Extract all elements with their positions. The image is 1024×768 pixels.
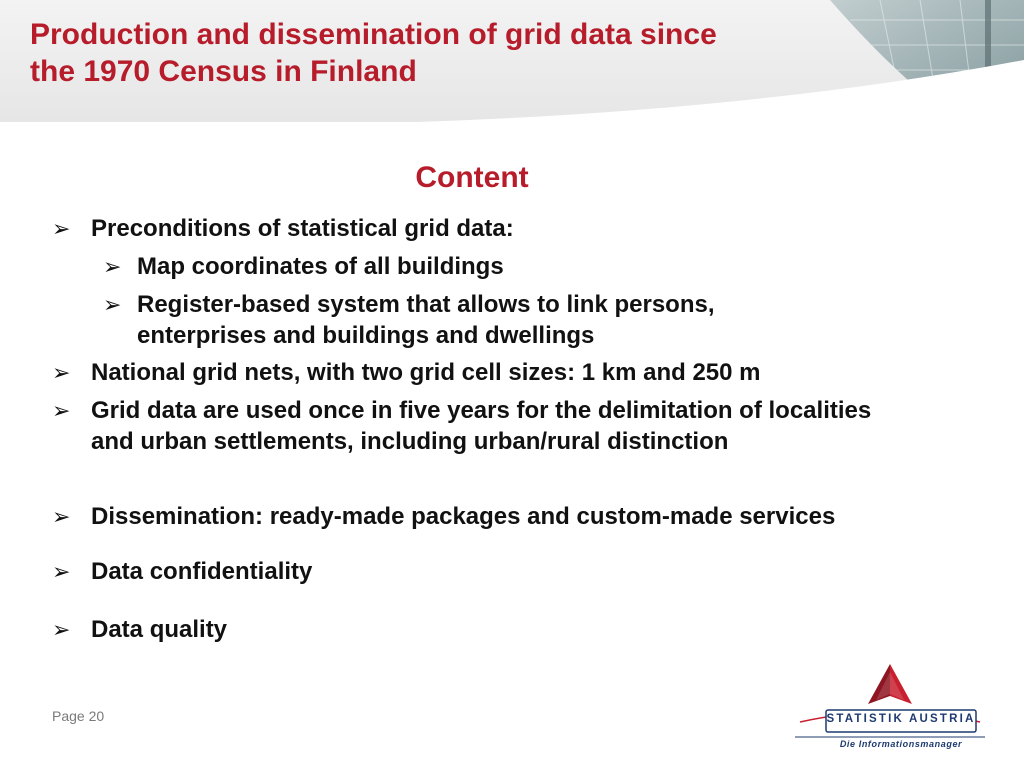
bullet-text: Map coordinates of all buildings — [137, 253, 504, 280]
bullet-text: Preconditions of statistical grid data: — [91, 215, 514, 242]
statistik-austria-logo — [790, 660, 990, 760]
bullet-text: Register-based system that allows to link persons, enterprises and buildings and dwellings — [137, 291, 715, 349]
bullet-item — [52, 614, 992, 645]
bullet-text: Dissemination: ready-made packages and custom-made services — [91, 503, 836, 530]
bullet-text: Data quality — [91, 616, 228, 643]
bullet-arrow-icon: ➢ — [52, 360, 71, 385]
bullet-item — [52, 213, 992, 244]
sub-bullet-item — [103, 251, 963, 282]
bullet-arrow-icon: ➢ — [52, 504, 71, 529]
bullet-text: National grid nets, with two grid cell sizes: 1 km and 250 m — [91, 359, 761, 386]
logo-tagline: Die Informationsmanager — [839, 739, 963, 749]
bullet-item — [52, 357, 992, 388]
bullet-arrow-icon: ➢ — [52, 216, 71, 241]
page-number: Page 20 — [52, 708, 105, 724]
sub-bullet-item — [103, 289, 823, 351]
bullet-item — [52, 556, 992, 587]
content-heading: Content — [415, 161, 529, 194]
bullet-arrow-icon: ➢ — [52, 617, 71, 642]
slide-title — [30, 16, 850, 90]
bullet-item — [52, 395, 912, 457]
bullet-arrow-icon: ➢ — [103, 254, 122, 279]
slide-title-line-2: the 1970 Census in Finland — [30, 55, 417, 88]
bullet-text: Data confidentiality — [91, 558, 313, 585]
slide-title-line-1: Production and dissemination of grid data since — [30, 18, 717, 51]
bullet-item — [52, 501, 992, 532]
slide-header — [0, 0, 1024, 122]
bullet-text: Grid data are used once in five years for the delimitation of localities and urban settlements, including urban/rural distinction — [91, 397, 872, 455]
logo-wordmark: STATISTIK AUSTRIA — [826, 713, 976, 725]
bullet-arrow-icon: ➢ — [52, 398, 71, 423]
bullet-arrow-icon: ➢ — [103, 292, 122, 317]
bullet-arrow-icon: ➢ — [52, 559, 71, 584]
